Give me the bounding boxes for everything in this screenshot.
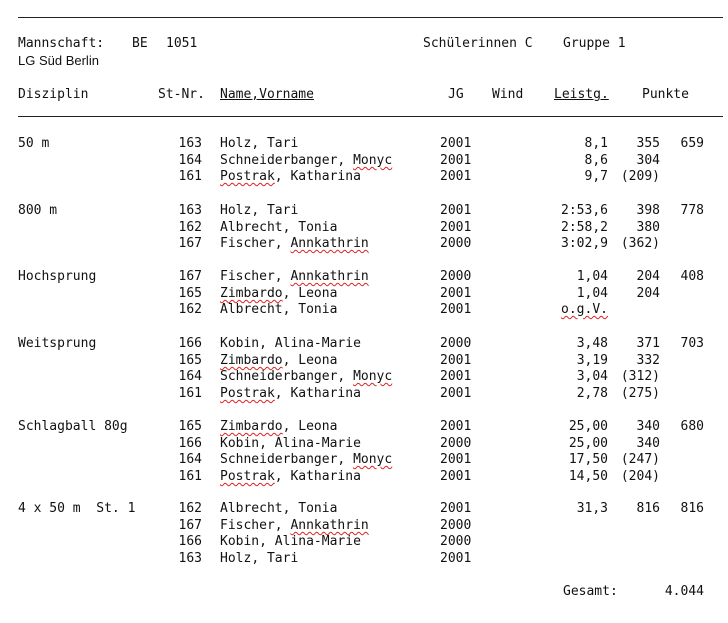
- discipline-name: Schlagball 80g: [18, 419, 128, 434]
- performance: 25,00: [568, 419, 608, 434]
- athlete-first-name: Katharina: [290, 386, 361, 401]
- points: 204: [636, 286, 660, 301]
- birth-year: 2001: [440, 369, 472, 384]
- performance: 14,50: [568, 469, 608, 484]
- points: (247): [620, 452, 660, 467]
- athlete-first-name: Leona: [298, 419, 338, 434]
- athlete-first-name: Tari: [266, 136, 299, 151]
- performance: 3:02,9: [561, 236, 608, 251]
- performance: 3,19: [576, 353, 608, 368]
- birth-year: 2001: [440, 220, 472, 235]
- col-punkte: Punkte: [642, 87, 689, 102]
- start-number: 165: [178, 419, 202, 434]
- start-number: 166: [178, 436, 202, 451]
- athlete-first-name: Annkathrin: [290, 236, 369, 251]
- athlete-name: [220, 369, 392, 385]
- start-number: 162: [178, 302, 202, 317]
- col-disziplin: Disziplin: [18, 87, 89, 102]
- athlete-last-name: Kobin: [220, 436, 260, 451]
- discipline-name: Hochsprung: [18, 269, 97, 284]
- birth-year: 2001: [440, 386, 472, 401]
- discipline-total: 408: [680, 269, 704, 284]
- athlete-name: [220, 269, 369, 285]
- performance: 9,7: [584, 169, 608, 184]
- start-number: 165: [178, 286, 202, 301]
- athlete-first-name: Katharina: [290, 469, 361, 484]
- athlete-first-name: Tari: [266, 551, 299, 566]
- birth-year: 2001: [440, 302, 472, 317]
- athlete-first-name: Monyc: [353, 452, 393, 467]
- points: 304: [636, 153, 660, 168]
- athlete-last-name: Fischer: [220, 269, 275, 284]
- athlete-name: [220, 302, 337, 318]
- start-number: 163: [178, 136, 202, 151]
- athlete-first-name: Annkathrin: [290, 269, 369, 284]
- birth-year: 2000: [440, 336, 472, 351]
- performance: 3,48: [576, 336, 608, 351]
- start-number: 164: [178, 452, 202, 467]
- birth-year: 2001: [440, 286, 472, 301]
- birth-year: 2001: [440, 501, 472, 516]
- athlete-name: [220, 220, 337, 236]
- athlete-first-name: Monyc: [353, 153, 393, 168]
- athlete-name: [220, 501, 337, 517]
- name-separator: ,: [282, 286, 299, 301]
- athlete-last-name: Kobin: [220, 534, 260, 549]
- points: 380: [636, 220, 660, 235]
- athlete-last-name: Zimbardo: [220, 353, 283, 368]
- performance: 2,78: [576, 386, 608, 401]
- athlete-last-name: Albrecht: [220, 220, 283, 235]
- birth-year: 2000: [440, 236, 472, 251]
- athlete-first-name: Alina-Marie: [274, 336, 361, 351]
- header-rule: [18, 116, 723, 117]
- name-separator: ,: [282, 353, 299, 368]
- athlete-name: [220, 286, 337, 302]
- performance: 1,04: [576, 269, 608, 284]
- athlete-last-name: Kobin: [220, 336, 260, 351]
- performance: 25,00: [568, 436, 608, 451]
- name-separator: ,: [282, 302, 299, 317]
- athlete-last-name: Holz: [220, 203, 252, 218]
- name-separator: ,: [259, 336, 275, 351]
- athlete-last-name: Albrecht: [220, 501, 283, 516]
- col-jg: JG: [448, 87, 464, 102]
- name-separator: ,: [251, 203, 267, 218]
- discipline-total: 659: [680, 136, 704, 151]
- start-number: 167: [178, 269, 202, 284]
- birth-year: 2001: [440, 469, 472, 484]
- start-number: 167: [178, 236, 202, 251]
- group: Gruppe 1: [563, 36, 626, 51]
- col-wind: Wind: [492, 87, 524, 102]
- athlete-name: [220, 203, 298, 219]
- athlete-name: [220, 169, 361, 185]
- athlete-last-name: Postrak: [220, 169, 275, 184]
- athlete-last-name: Schneiderbanger: [220, 153, 338, 168]
- performance: 17,50: [568, 452, 608, 467]
- performance: 3,04: [576, 369, 608, 384]
- team-code: BE: [132, 36, 148, 51]
- birth-year: 2001: [440, 419, 472, 434]
- name-separator: ,: [274, 269, 291, 284]
- athlete-last-name: Holz: [220, 551, 252, 566]
- points: (275): [620, 386, 660, 401]
- name-separator: ,: [251, 551, 267, 566]
- athlete-last-name: Fischer: [220, 518, 275, 533]
- start-number: 167: [178, 518, 202, 533]
- birth-year: 2001: [440, 353, 472, 368]
- birth-year: 2001: [440, 452, 472, 467]
- name-separator: ,: [282, 220, 299, 235]
- col-stnr: St-Nr.: [158, 87, 205, 102]
- name-separator: ,: [251, 136, 267, 151]
- athlete-first-name: Leona: [298, 353, 338, 368]
- athlete-name: [220, 153, 392, 169]
- col-name: Name,Vorname: [220, 87, 314, 102]
- points: (209): [620, 169, 660, 184]
- athlete-name: [220, 452, 392, 468]
- athlete-first-name: Monyc: [353, 369, 393, 384]
- performance: 2:58,2: [561, 220, 608, 235]
- athlete-first-name: Alina-Marie: [274, 436, 361, 451]
- team-number: 1051: [166, 36, 198, 51]
- start-number: 161: [178, 386, 202, 401]
- category: Schülerinnen C: [423, 36, 533, 51]
- discipline-name: 800 m: [18, 203, 58, 218]
- name-separator: ,: [274, 518, 291, 533]
- start-number: 164: [178, 153, 202, 168]
- gesamt-label: Gesamt:: [563, 584, 618, 599]
- points: 816: [636, 501, 660, 516]
- points: (204): [620, 469, 660, 484]
- start-number: 162: [178, 220, 202, 235]
- athlete-name: [220, 436, 361, 452]
- athlete-first-name: Tonia: [298, 501, 338, 516]
- name-separator: ,: [337, 153, 354, 168]
- athlete-name: [220, 518, 369, 534]
- athlete-first-name: Alina-Marie: [274, 534, 361, 549]
- top-rule: [18, 17, 723, 18]
- points: 204: [636, 269, 660, 284]
- athlete-first-name: Leona: [298, 286, 338, 301]
- start-number: 162: [178, 501, 202, 516]
- points: 332: [636, 353, 660, 368]
- start-number: 163: [178, 203, 202, 218]
- birth-year: 2001: [440, 169, 472, 184]
- athlete-name: [220, 551, 298, 567]
- start-number: 161: [178, 169, 202, 184]
- athlete-last-name: Albrecht: [220, 302, 283, 317]
- birth-year: 2001: [440, 203, 472, 218]
- start-number: 161: [178, 469, 202, 484]
- points: 340: [636, 436, 660, 451]
- discipline-total: 680: [680, 419, 704, 434]
- athlete-last-name: Postrak: [220, 386, 275, 401]
- name-separator: ,: [274, 169, 291, 184]
- athlete-first-name: Katharina: [290, 169, 361, 184]
- athlete-last-name: Zimbardo: [220, 419, 283, 434]
- name-separator: ,: [337, 369, 354, 384]
- discipline-total: 816: [680, 501, 704, 516]
- discipline-name: Weitsprung: [18, 336, 97, 351]
- birth-year: 2001: [440, 551, 472, 566]
- start-number: 166: [178, 534, 202, 549]
- discipline-total: 778: [680, 203, 704, 218]
- points: 355: [636, 136, 660, 151]
- athlete-last-name: Holz: [220, 136, 252, 151]
- name-separator: ,: [259, 534, 275, 549]
- points: 398: [636, 203, 660, 218]
- athlete-name: [220, 386, 361, 402]
- athlete-name: [220, 419, 337, 435]
- discipline-name: 4 x 50 m St. 1: [18, 501, 136, 516]
- birth-year: 2001: [440, 153, 472, 168]
- performance: 8,6: [584, 153, 608, 168]
- discipline-total: 703: [680, 336, 704, 351]
- athlete-last-name: Schneiderbanger: [220, 369, 338, 384]
- performance: 1,04: [576, 286, 608, 301]
- name-separator: ,: [282, 501, 299, 516]
- name-separator: ,: [274, 469, 291, 484]
- name-separator: ,: [274, 386, 291, 401]
- birth-year: 2000: [440, 436, 472, 451]
- mannschaft-label: Mannschaft:: [18, 36, 105, 51]
- gesamt-value: 4.044: [664, 584, 704, 599]
- name-separator: ,: [337, 452, 354, 467]
- points: 371: [636, 336, 660, 351]
- name-separator: ,: [259, 436, 275, 451]
- athlete-last-name: Fischer: [220, 236, 275, 251]
- athlete-last-name: Postrak: [220, 469, 275, 484]
- athlete-first-name: Tonia: [298, 302, 338, 317]
- name-separator: ,: [282, 419, 299, 434]
- athlete-last-name: Schneiderbanger: [220, 452, 338, 467]
- athlete-first-name: Annkathrin: [290, 518, 369, 533]
- birth-year: 2000: [440, 269, 472, 284]
- athlete-name: [220, 236, 369, 252]
- birth-year: 2000: [440, 518, 472, 533]
- performance: 8,1: [584, 136, 608, 151]
- birth-year: 2001: [440, 136, 472, 151]
- start-number: 163: [178, 551, 202, 566]
- performance: 31,3: [576, 501, 608, 516]
- discipline-name: 50 m: [18, 136, 50, 151]
- start-number: 166: [178, 336, 202, 351]
- athlete-last-name: Zimbardo: [220, 286, 283, 301]
- name-separator: ,: [274, 236, 291, 251]
- col-leistung: Leistg.: [554, 87, 609, 102]
- birth-year: 2000: [440, 534, 472, 549]
- athlete-name: [220, 534, 361, 550]
- athlete-first-name: Tonia: [298, 220, 338, 235]
- start-number: 164: [178, 369, 202, 384]
- points: 340: [636, 419, 660, 434]
- points: (312): [620, 369, 660, 384]
- athlete-first-name: Tari: [266, 203, 299, 218]
- points: (362): [620, 236, 660, 251]
- club-name: LG Süd Berlin: [18, 53, 99, 68]
- athlete-name: [220, 469, 361, 485]
- athlete-name: [220, 353, 337, 369]
- start-number: 165: [178, 353, 202, 368]
- performance: o.g.V.: [561, 302, 608, 317]
- athlete-name: [220, 136, 298, 152]
- athlete-name: [220, 336, 361, 352]
- performance: 2:53,6: [561, 203, 608, 218]
